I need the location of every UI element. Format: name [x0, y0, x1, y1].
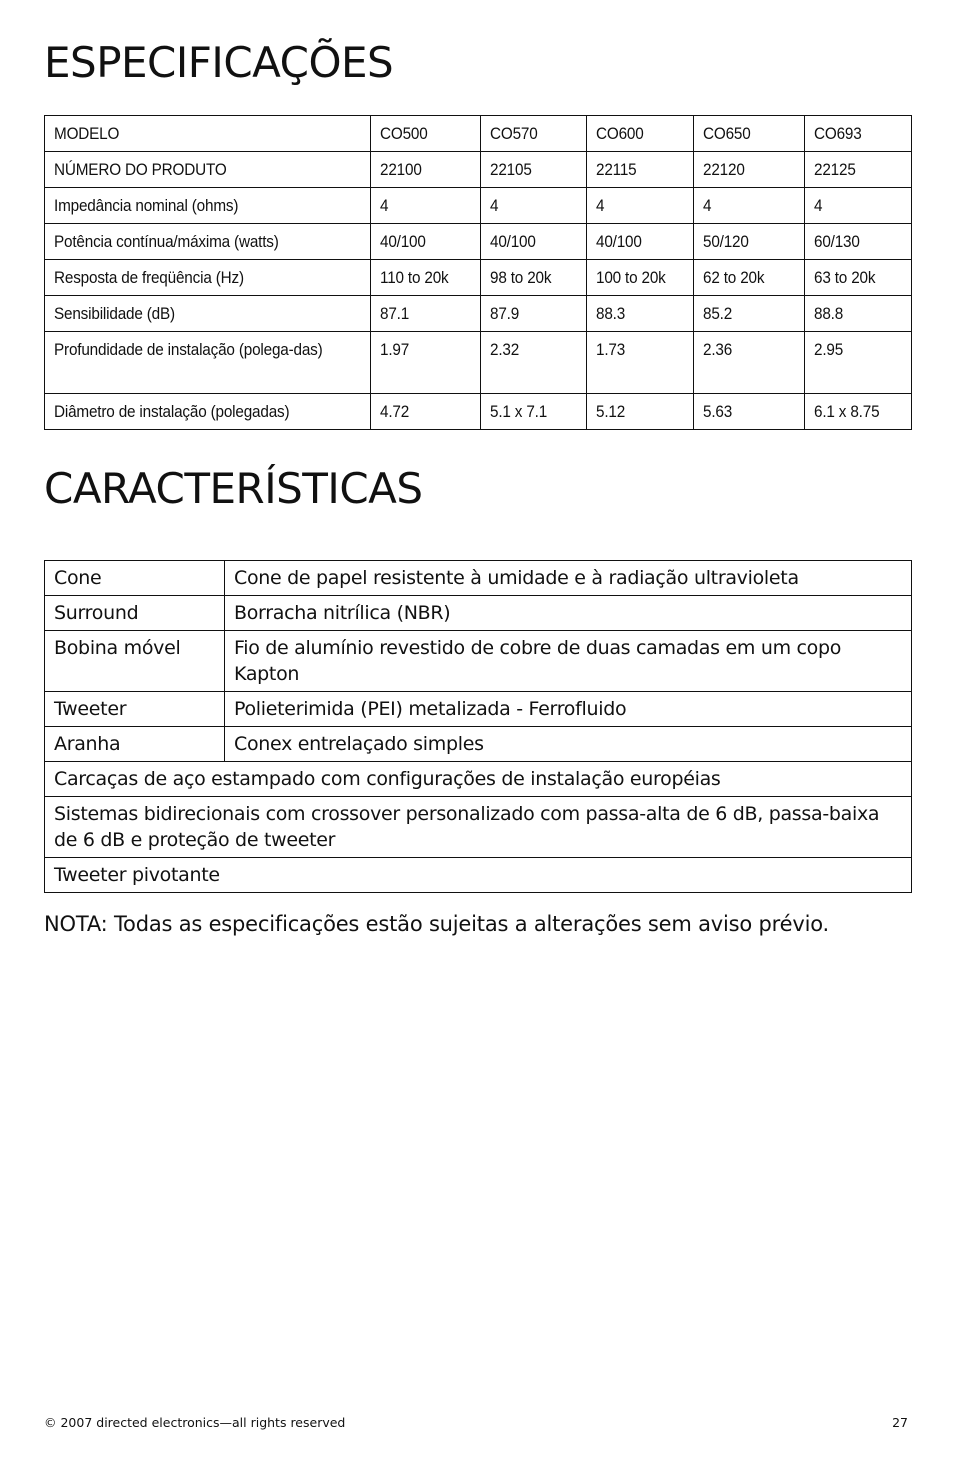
- spec-cell: 4: [805, 188, 912, 224]
- spec-cell: 62 to 20k: [694, 260, 805, 296]
- spec-cell: 110 to 20k: [371, 260, 481, 296]
- spec-row-mounting-depth: [45, 332, 912, 394]
- feature-row: [45, 596, 912, 631]
- spec-cell: 85.2: [694, 296, 805, 332]
- feature-row: [45, 727, 912, 762]
- spec-cell: 6.1 x 8.75: [805, 394, 912, 430]
- feature-label: Tweeter: [45, 692, 225, 727]
- spec-row-frequency-response: [45, 260, 912, 296]
- feature-full-row: [45, 797, 912, 858]
- spec-cell: NÚMERO DO PRODUTO: [45, 152, 371, 188]
- spec-cell: 5.1 x 7.1: [481, 394, 587, 430]
- feature-value: Fio de alumínio revestido de cobre de duas camadas em um copo Kapton: [225, 631, 912, 692]
- spec-cell: 2.95: [805, 332, 912, 394]
- spec-cell: CO650: [694, 116, 805, 152]
- specifications-heading: ESPECIFICAÇÕES: [44, 38, 394, 87]
- spec-cell: 22115: [587, 152, 694, 188]
- feature-full-cell: Sistemas bidirecionais com crossover personalizado com passa-alta de 6 dB, passa-baixa de 6 dB e proteção de tweeter: [45, 797, 912, 858]
- spec-cell: 22125: [805, 152, 912, 188]
- spec-row-impedance: [45, 188, 912, 224]
- spec-cell: 60/130: [805, 224, 912, 260]
- feature-full-row: [45, 858, 912, 893]
- feature-value: Polieterimida (PEI) metalizada - Ferrofluido: [225, 692, 912, 727]
- spec-cell: 4: [371, 188, 481, 224]
- spec-cell: 22100: [371, 152, 481, 188]
- feature-value: Borracha nitrílica (NBR): [225, 596, 912, 631]
- spec-row-mounting-diameter: [45, 394, 912, 430]
- footer-copyright: © 2007 directed electronics—all rights reserved: [44, 1415, 346, 1430]
- spec-cell: CO600: [587, 116, 694, 152]
- spec-row-power: [45, 224, 912, 260]
- spec-cell: 63 to 20k: [805, 260, 912, 296]
- specifications-table: [44, 115, 912, 430]
- page-number: 27: [892, 1415, 908, 1430]
- spec-row-model: [45, 116, 912, 152]
- spec-cell: 4.72: [371, 394, 481, 430]
- spec-cell: CO570: [481, 116, 587, 152]
- spec-cell: 1.97: [371, 332, 481, 394]
- features-table: [44, 560, 912, 893]
- spec-cell: Profundidade de instalação (polega-das): [45, 332, 371, 394]
- spec-cell: 87.9: [481, 296, 587, 332]
- spec-cell: 5.12: [587, 394, 694, 430]
- spec-cell: 4: [587, 188, 694, 224]
- spec-cell: Sensibilidade (dB): [45, 296, 371, 332]
- spec-cell: Potência contínua/máxima (watts): [45, 224, 371, 260]
- spec-cell: 40/100: [481, 224, 587, 260]
- feature-label: Cone: [45, 561, 225, 596]
- feature-row: [45, 631, 912, 692]
- spec-cell: 50/120: [694, 224, 805, 260]
- spec-cell: 87.1: [371, 296, 481, 332]
- feature-row: [45, 692, 912, 727]
- spec-cell: 40/100: [587, 224, 694, 260]
- feature-label: Aranha: [45, 727, 225, 762]
- spec-cell: 40/100: [371, 224, 481, 260]
- feature-label: Surround: [45, 596, 225, 631]
- features-heading: CARACTERÍSTICAS: [44, 464, 423, 513]
- feature-row: [45, 561, 912, 596]
- spec-row-product-number: [45, 152, 912, 188]
- spec-row-sensitivity: [45, 296, 912, 332]
- spec-cell: 1.73: [587, 332, 694, 394]
- spec-cell: 4: [694, 188, 805, 224]
- spec-cell: CO500: [371, 116, 481, 152]
- feature-full-row: [45, 762, 912, 797]
- spec-cell: 2.36: [694, 332, 805, 394]
- spec-cell: 22120: [694, 152, 805, 188]
- spec-cell: 4: [481, 188, 587, 224]
- feature-value: Conex entrelaçado simples: [225, 727, 912, 762]
- spec-cell: MODELO: [45, 116, 371, 152]
- spec-cell: 98 to 20k: [481, 260, 587, 296]
- spec-cell: 22105: [481, 152, 587, 188]
- specifications-note: NOTA: Todas as especificações estão sujeitas a alterações sem aviso prévio.: [44, 912, 829, 936]
- feature-value: Cone de papel resistente à umidade e à radiação ultravioleta: [225, 561, 912, 596]
- spec-cell: Resposta de freqüência (Hz): [45, 260, 371, 296]
- spec-cell: 100 to 20k: [587, 260, 694, 296]
- spec-cell: 5.63: [694, 394, 805, 430]
- spec-cell: 88.3: [587, 296, 694, 332]
- feature-full-cell: Tweeter pivotante: [45, 858, 912, 893]
- spec-cell: Diâmetro de instalação (polegadas): [45, 394, 371, 430]
- spec-cell: CO693: [805, 116, 912, 152]
- spec-cell: Impedância nominal (ohms): [45, 188, 371, 224]
- spec-cell: 88.8: [805, 296, 912, 332]
- feature-full-cell: Carcaças de aço estampado com configurações de instalação européias: [45, 762, 912, 797]
- spec-cell: 2.32: [481, 332, 587, 394]
- feature-label: Bobina móvel: [45, 631, 225, 692]
